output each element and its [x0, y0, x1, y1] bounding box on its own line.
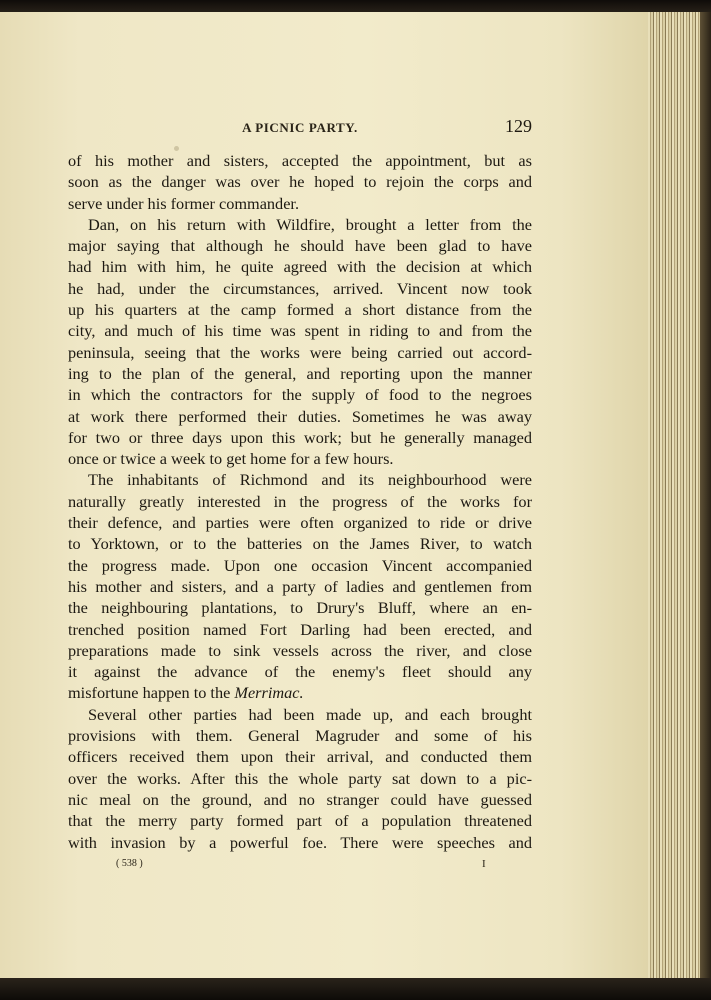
- text-line: [68, 384, 532, 405]
- text-line-content: The inhabitants of Richmond and its neighbourhood were: [88, 470, 532, 490]
- text-line: [68, 150, 532, 171]
- text-line-content: to Yorktown, or to the batteries on the James River, to watch: [68, 534, 532, 554]
- scan-bottom-edge: [0, 978, 711, 1000]
- text-line-content: with invasion by a powerful foe. There were speeches and: [68, 832, 532, 852]
- text-line-content: had him with him, he quite agreed with the decision at which: [68, 257, 532, 277]
- text-line-content: preparations made to sink vessels across the river, and close: [68, 640, 532, 660]
- text-line-content: of his mother and sisters, accepted the appointment, but as: [68, 151, 532, 170]
- text-line: [68, 597, 532, 618]
- text-line-content: ing to the plan of the general, and reporting upon the manner: [68, 363, 532, 383]
- text-line: [68, 810, 532, 831]
- text-line-content: misfortune happen to the: [68, 683, 235, 703]
- text-line-content: the progress made. Upon one occasion Vincent accompanied: [68, 555, 532, 575]
- text-line: [68, 704, 532, 725]
- text-line: [68, 469, 532, 490]
- signature-mark: ( 538 ): [116, 858, 143, 869]
- text-line-content: for two or three days upon this work; but he generally managed: [68, 427, 532, 447]
- text-line-content: provisions with them. General Magruder and some of his: [68, 726, 532, 746]
- text-line: [68, 235, 532, 256]
- ship-name-italic: Merrimac.: [234, 683, 304, 703]
- text-line-content: soon as the danger was over he hoped to rejoin the corps and: [68, 172, 532, 192]
- text-line-content: in which the contractors for the supply of food to the negroes: [68, 385, 532, 405]
- page-number: 129: [505, 116, 532, 136]
- text-line-content: at work there performed their duties. Sometimes he was away: [68, 406, 532, 426]
- text-line: [68, 320, 532, 341]
- text-line: [68, 406, 532, 427]
- text-line: [68, 193, 532, 214]
- text-line-content: up his quarters at the camp formed a short distance from the: [68, 300, 532, 320]
- text-line: [68, 576, 532, 597]
- text-line-content: peninsula, seeing that the works were being carried out accord-: [68, 342, 532, 362]
- text-line-content: he had, under the circumstances, arrived. Vincent now took: [68, 278, 532, 298]
- text-line-content: over the works. After this the whole party sat down to a pic-: [68, 768, 532, 788]
- text-line: [68, 533, 532, 554]
- text-line-content: it against the advance of the enemy's fleet should any: [68, 662, 532, 682]
- text-line: [68, 214, 532, 235]
- text-line-content: once or twice a week to get home for a few hours.: [68, 449, 394, 469]
- text-line: [68, 789, 532, 810]
- text-line-content: serve under his former commander.: [68, 193, 300, 213]
- text-line: [68, 278, 532, 299]
- text-line: [68, 619, 532, 640]
- text-line: [68, 682, 532, 703]
- text-line-content: trenched position named Fort Darling had been erected, and: [68, 619, 532, 639]
- text-line: [68, 768, 532, 789]
- signature-letter: I: [482, 858, 486, 870]
- text-line-content: nic meal on the ground, and no stranger could have guessed: [68, 789, 532, 809]
- text-line: [68, 661, 532, 682]
- text-line: [68, 725, 532, 746]
- text-line-content: his mother and sisters, and a party of ladies and gentlemen from: [68, 576, 532, 596]
- text-line: [68, 363, 532, 384]
- text-line-content: city, and much of his time was spent in riding to and from the: [68, 321, 532, 341]
- text-line: [68, 491, 532, 512]
- text-line: [68, 448, 532, 469]
- text-line: [68, 832, 532, 853]
- page-edges: [648, 12, 711, 978]
- text-line: [68, 512, 532, 533]
- text-line: [68, 342, 532, 363]
- page-footer: [68, 858, 532, 874]
- text-line: [68, 256, 532, 277]
- running-head: A PICNIC PARTY.: [242, 120, 358, 135]
- text-line: [68, 640, 532, 661]
- text-line-content: major saying that although he should have been glad to have: [68, 236, 532, 256]
- text-line: [68, 299, 532, 320]
- text-line-content: officers received them upon their arrival, and conducted them: [68, 747, 532, 767]
- page-header: [68, 116, 532, 142]
- text-line: [68, 746, 532, 767]
- text-line-content: that the merry party formed part of a population threatened: [68, 811, 532, 831]
- text-line: [68, 171, 532, 192]
- text-line-content: Dan, on his return with Wildfire, brought a letter from the: [88, 214, 532, 234]
- text-line: [68, 555, 532, 576]
- body-text: [68, 150, 532, 853]
- text-line-content: their defence, and parties were often organized to ride or drive: [68, 513, 532, 533]
- text-line: [68, 427, 532, 448]
- text-line-content: Several other parties had been made up, and each brought: [88, 704, 532, 724]
- text-line-content: naturally greatly interested in the progress of the works for: [68, 491, 532, 511]
- text-line-content: the neighbouring plantations, to Drury's Bluff, where an en-: [68, 598, 532, 618]
